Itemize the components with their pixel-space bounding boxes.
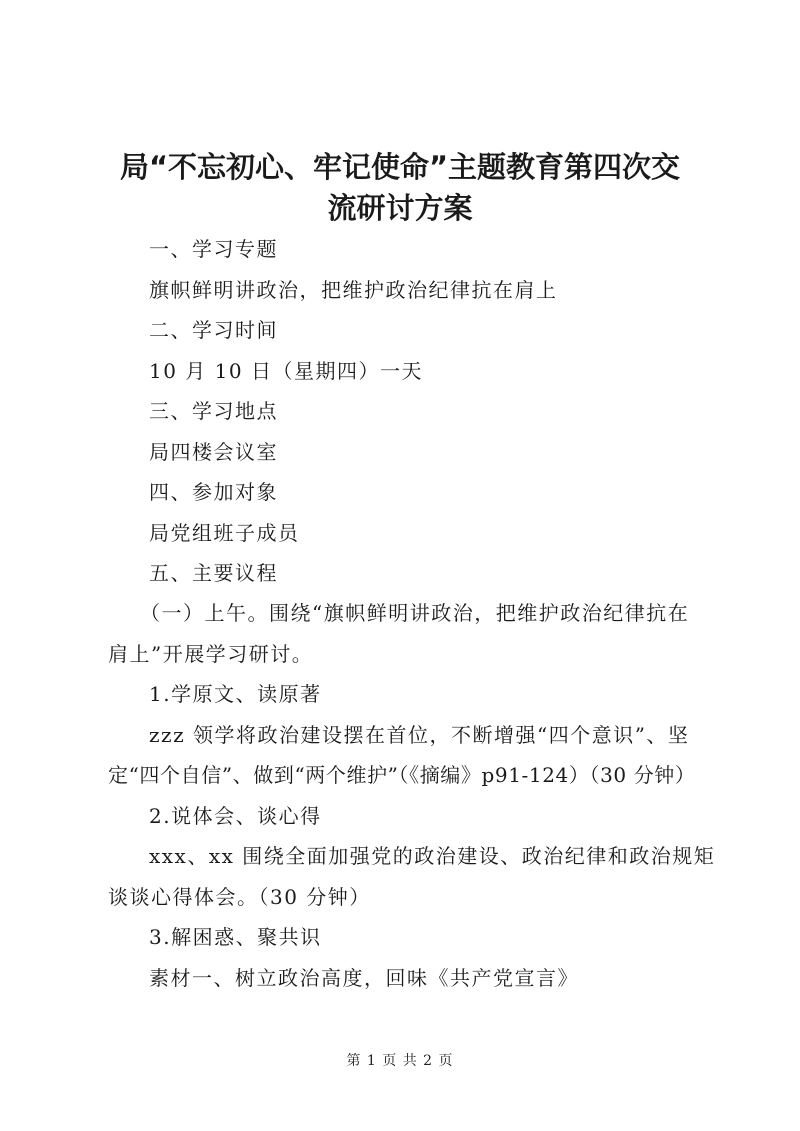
document-title-line-2: 流研讨方案 <box>327 191 473 225</box>
agenda-item-3-heading: 3.解困惑、聚共识 <box>149 925 322 949</box>
section-heading-location: 三、学习地点 <box>149 399 278 423</box>
section-heading-agenda: 五、主要议程 <box>149 561 278 585</box>
section-heading-time: 二、学习时间 <box>149 318 278 342</box>
participants-text: 局党组班子成员 <box>149 521 300 545</box>
document-title-line-1: 局“不忘初心、牢记使命”主题教育第四次交 <box>119 150 681 184</box>
agenda-item-1-text-line-1: zzz 领学将政治建设摆在首位，不断增强“四个意识”、坚 <box>149 723 690 747</box>
agenda-item-3-text: 素材一、树立政治高度，回味《共产党宣言》 <box>149 966 579 990</box>
agenda-item-2-heading: 2.说体会、谈心得 <box>149 804 322 828</box>
section-heading-topic: 一、学习专题 <box>149 237 278 261</box>
agenda-item-1-text-line-2: 定“四个自信”、做到“两个维护”（《摘编》p91-124）（30 分钟） <box>108 763 696 787</box>
section-heading-participants: 四、参加对象 <box>149 480 278 504</box>
topic-text: 旗帜鲜明讲政治，把维护政治纪律抗在肩上 <box>149 278 558 302</box>
page-number-footer: 第 1 页 共 2 页 <box>346 1053 454 1069</box>
time-text: 10 月 10 日（星期四）一天 <box>149 359 423 383</box>
agenda-intro-line-2: 肩上”开展学习研讨。 <box>108 642 314 666</box>
agenda-item-1-heading: 1.学原文、读原著 <box>149 682 322 706</box>
location-text: 局四楼会议室 <box>149 440 278 464</box>
agenda-item-2-text-line-1: xxx、xx 围绕全面加强党的政治建设、政治纪律和政治规矩 <box>149 844 716 868</box>
agenda-item-2-text-line-2: 谈谈心得体会。（30 分钟） <box>108 885 371 909</box>
agenda-intro-line-1: （一）上午。围绕“旗帜鲜明讲政治，把维护政治纪律抗在 <box>140 601 690 625</box>
